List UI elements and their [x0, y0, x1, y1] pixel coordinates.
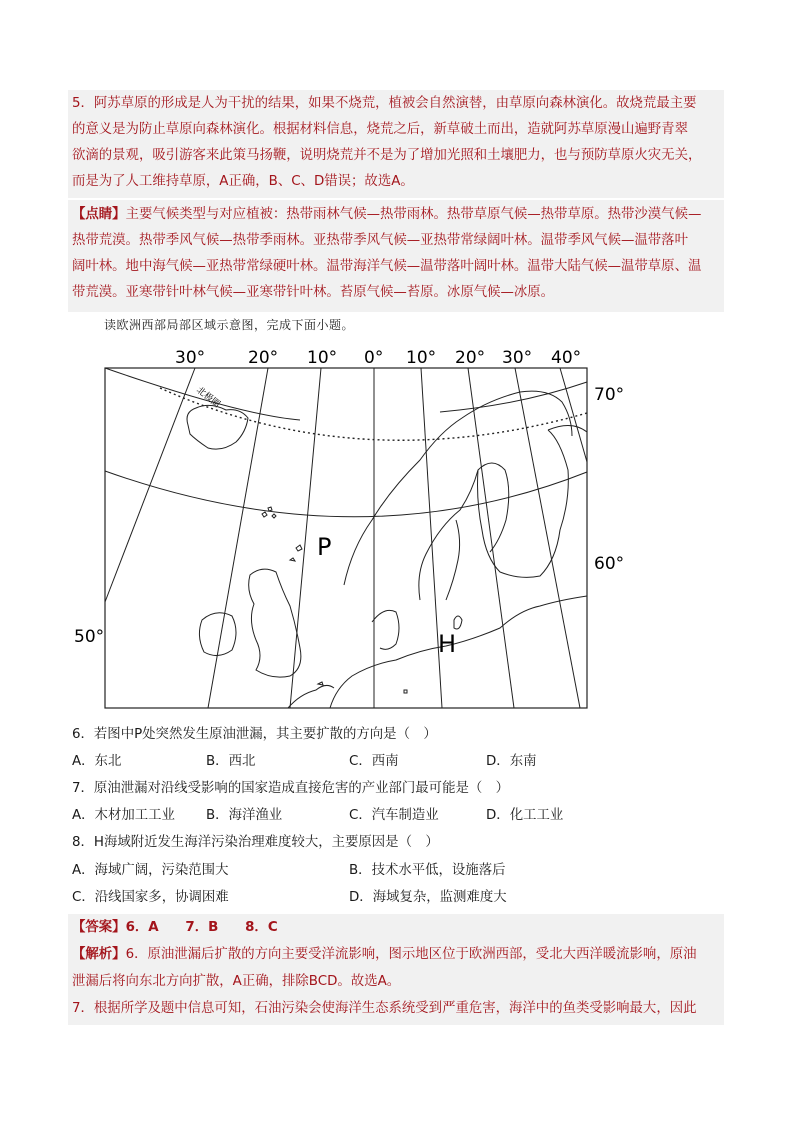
point-h-label: H — [438, 630, 457, 658]
question-8-option-d[interactable]: D．海域复杂，监测难度大 — [349, 890, 507, 905]
analysis-line-3: 7．根据所学及题中信息可知，石油污染会使海洋生态系统受到严重危害，海洋中的鱼类受影响最大，因此 — [72, 1001, 697, 1016]
key-point-line-3: 阔叶林。地中海气候—亚热带常绿硬叶林。温带海洋气候—温带落叶阔叶林。温带大陆气候—温带草原、温 — [72, 259, 702, 274]
question-7-option-a[interactable]: A．木材加工工业 — [72, 808, 175, 823]
lon-label-20w: 20° — [248, 348, 279, 368]
q5-analysis-line-2: 的意义是为防止草原向森林演化。根据材料信息，烧荒之后，新草破土而出，造就阿苏草原漫山遍野青翠 — [72, 122, 688, 137]
lon-label-10e: 10° — [406, 348, 437, 368]
arctic-circle-label: 北极圈 — [194, 385, 222, 410]
point-p-label: P — [317, 533, 332, 561]
question-7-option-b[interactable]: B．海洋渔业 — [206, 808, 283, 823]
question-6-option-d[interactable]: D．东南 — [486, 754, 537, 769]
key-point-line-4: 带荒漠。亚寒带针叶林气候—亚寒带针叶林。苔原气候—苔原。冰原气候—冰原。 — [72, 285, 555, 300]
analysis-text-1: 6．原油泄漏后扩散的方向主要受洋流影响，图示地区位于欧洲西部，受北大西洋暖流影响，原油 — [125, 947, 697, 962]
question-8-option-c[interactable]: C．沿线国家多，协调困难 — [72, 890, 229, 905]
analysis-line-1 — [72, 945, 697, 965]
key-point-text-1: 主要气候类型与对应植被：热带雨林气候—热带雨林。热带草原气候—热带草原。热带沙漠气候— — [125, 207, 702, 222]
question-7-stem: 7．原油泄漏对沿线受影响的国家造成直接危害的产业部门最可能是（ ） — [72, 781, 510, 796]
question-8-option-a[interactable]: A．海域广阔，污染范围大 — [72, 863, 229, 878]
q5-analysis-line-4: 而是为了人工维持草原，A正确，B、C、D错误；故选A。 — [72, 174, 414, 189]
question-8-option-b[interactable]: B．技术水平低，设施落后 — [349, 863, 506, 878]
question-7-option-c[interactable]: C．汽车制造业 — [349, 808, 439, 823]
lat-label-70: 70° — [594, 385, 625, 405]
lon-label-30w: 30° — [175, 348, 206, 368]
map-frame — [105, 368, 587, 708]
key-point-line-1 — [72, 205, 701, 225]
lon-label-0: 0° — [364, 348, 384, 368]
coastlines — [187, 391, 587, 708]
lon-label-10w: 10° — [307, 348, 338, 368]
analysis-label: 【解析】 — [72, 947, 126, 962]
map-caption: 读欧洲西部局部区域示意图，完成下面小题。 — [104, 318, 355, 332]
question-6-option-b[interactable]: B．西北 — [206, 754, 256, 769]
answer-line — [72, 918, 278, 938]
lat-label-50: 50° — [74, 627, 105, 647]
question-6-stem: 6．若图中P处突然发生原油泄漏，其主要扩散的方向是（ ） — [72, 727, 437, 742]
answer-text: 6．A 7．B 8．C — [125, 920, 278, 935]
lon-label-30e: 30° — [502, 348, 533, 368]
graticule — [105, 368, 587, 708]
key-point-line-2: 热带荒漠。热带季风气候—热带季雨林。亚热带季风气候—亚热带常绿阔叶林。温带季风气候—温带落叶 — [72, 233, 688, 248]
answer-label: 【答案】 — [72, 920, 126, 935]
lat-label-60: 60° — [594, 554, 625, 574]
q5-analysis-line-1: 5．阿苏草原的形成是人为干扰的结果，如果不烧荒，植被会自然演替，由草原向森林演化。故烧荒最主要 — [72, 96, 697, 111]
lon-label-40e: 40° — [551, 348, 582, 368]
question-7-option-d[interactable]: D．化工工业 — [486, 808, 564, 823]
question-6-option-a[interactable]: A．东北 — [72, 754, 122, 769]
lon-label-20e: 20° — [455, 348, 486, 368]
analysis-line-2: 泄漏后将向东北方向扩散，A正确，排除BCD。故选A。 — [72, 974, 401, 989]
question-8-stem: 8．H海域附近发生海洋污染治理难度较大，主要原因是（ ） — [72, 835, 439, 850]
key-point-label: 【点睛】 — [72, 207, 126, 222]
europe-map — [60, 338, 660, 718]
question-6-option-c[interactable]: C．西南 — [349, 754, 399, 769]
q5-analysis-line-3: 欲滴的景观，吸引游客来此策马扬鞭，说明烧荒并不是为了增加光照和土壤肥力，也与预防草原火灾无关， — [72, 148, 702, 163]
